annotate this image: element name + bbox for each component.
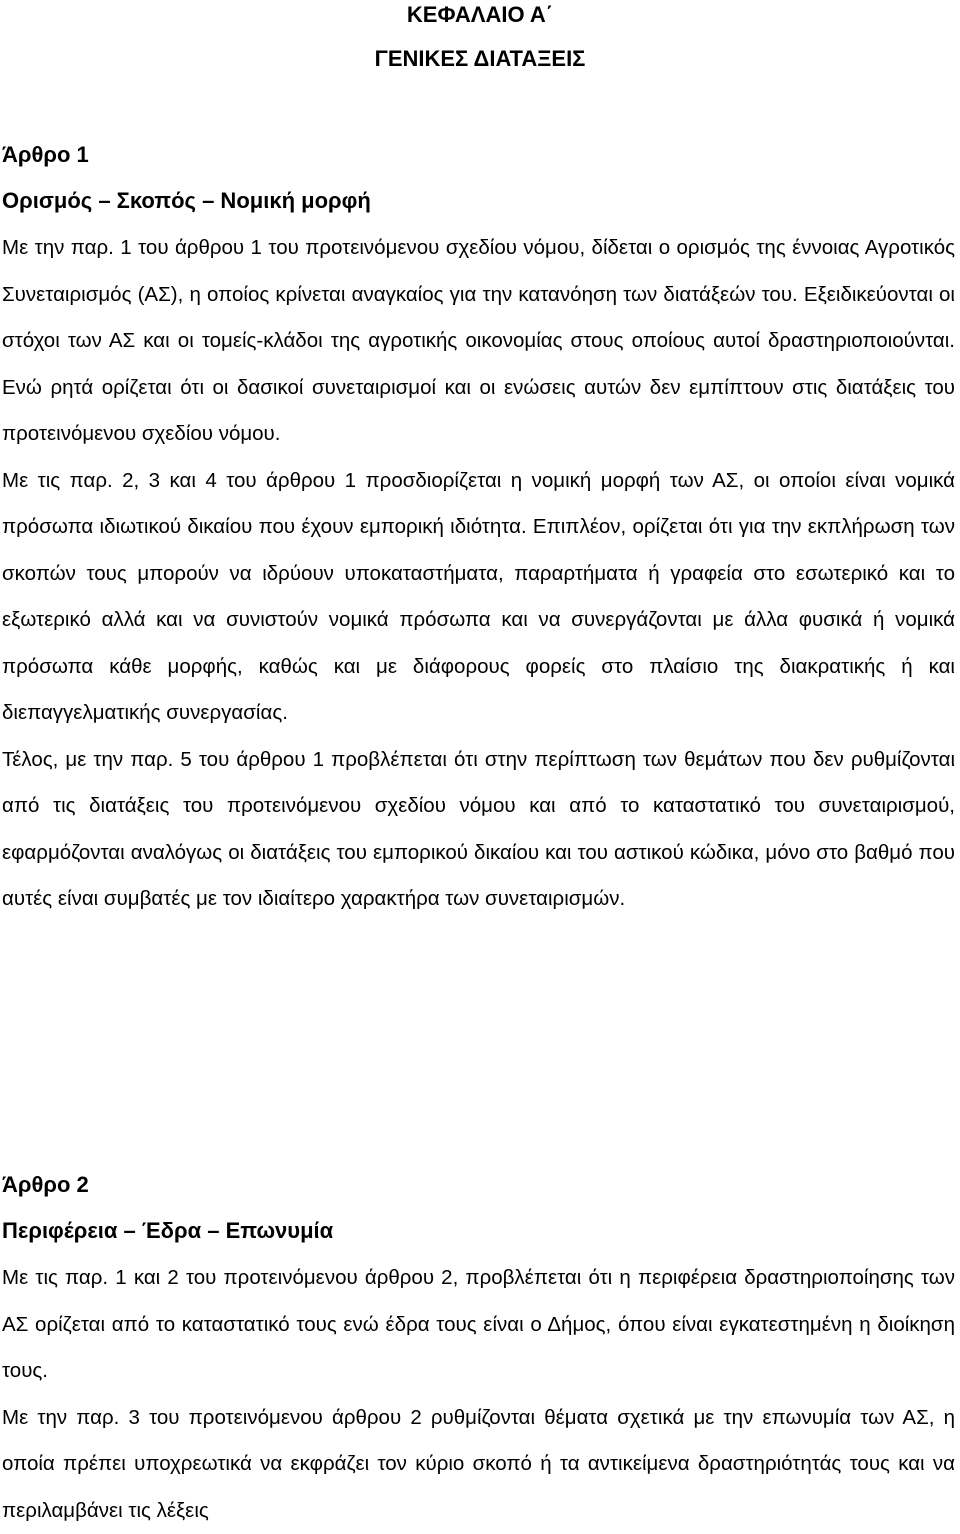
article-1-body	[2, 225, 955, 923]
article-2-heading: Περιφέρεια – Έδρα – Επωνυμία	[2, 1216, 333, 1246]
article-1-label: Άρθρο 1	[2, 140, 89, 170]
chapter-title: ΚΕΦΑΛΑΙΟ Α΄	[0, 0, 960, 30]
article-2-paragraph-2: Με την παρ. 3 του προτεινόμενου άρθρου 2 ρυθμίζονται θέματα σχετικά με την επωνυμία των ΑΣ, η οποία πρέπει υποχρεωτικά να εκφράζει τον κύριο σκοπό ή τα αντικείμενα δραστηριότητάς τους και να περιλαμβάνει τις λέξεις	[2, 1395, 955, 1534]
article-2-label: Άρθρο 2	[2, 1170, 89, 1200]
chapter-subtitle: ΓΕΝΙΚΕΣ ΔΙΑΤΑΞΕΙΣ	[0, 44, 960, 74]
article-2-paragraph-1: Με τις παρ. 1 και 2 του προτεινόμενου άρθρου 2, προβλέπεται ότι η περιφέρεια δραστηριοποίησης των ΑΣ ορίζεται από το καταστατικό τους ενώ έδρα τους είναι ο Δήμος, όπου είναι εγκατεστημένη η διοίκηση τους.	[2, 1255, 955, 1395]
article-1-paragraph-1: Με την παρ. 1 του άρθρου 1 του προτεινόμενου σχεδίου νόμου, δίδεται ο ορισμός της έννοιας Αγροτικός Συνεταιρισμός (ΑΣ), η οποίος κρίνεται αναγκαίος για την κατανόηση των διατάξεών του. Εξειδικεύονται οι στόχοι των ΑΣ και οι τομείς-κλάδοι της αγροτικής οικονομίας στους οποίους αυτοί δραστηριοποιούνται. Ενώ ρητά ορίζεται ότι οι δασικοί συνεταιρισμοί και οι ενώσεις αυτών δεν εμπίπτουν στις διατάξεις του προτεινόμενου σχεδίου νόμου.	[2, 225, 955, 458]
article-1-paragraph-3: Τέλος, με την παρ. 5 του άρθρου 1 προβλέπεται ότι στην περίπτωση των θεμάτων που δεν ρυθμίζονται από τις διατάξεις του προτεινόμενου σχεδίου νόμου και από το καταστατικό του συνεταιρισμού, εφαρμόζονται αναλόγως οι διατάξεις του εμπορικού δικαίου και του αστικού κώδικα, μόνο στο βαθμό που αυτές είναι συμβατές με τον ιδιαίτερο χαρακτήρα των συνεταιρισμών.	[2, 737, 955, 923]
article-1-heading: Ορισμός – Σκοπός – Νομική μορφή	[2, 186, 371, 216]
article-1-paragraph-2: Με τις παρ. 2, 3 και 4 του άρθρου 1 προσδιορίζεται η νομική μορφή των ΑΣ, οι οποίοι είναι νομικά πρόσωπα ιδιωτικού δικαίου που έχουν εμπορική ιδιότητα. Επιπλέον, ορίζεται ότι για την εκπλήρωση των σκοπών τους μπορούν να ιδρύουν υποκαταστήματα, παραρτήματα ή γραφεία στο εσωτερικό και το εξωτερικό αλλά και να συνιστούν νομικά πρόσωπα και να συνεργάζονται με άλλα φυσικά ή νομικά πρόσωπα κάθε μορφής, καθώς και με διάφορους φορείς στο πλαίσιο της διακρατικής ή και διεπαγγελματικής συνεργασίας.	[2, 458, 955, 737]
article-2-body	[2, 1255, 955, 1534]
